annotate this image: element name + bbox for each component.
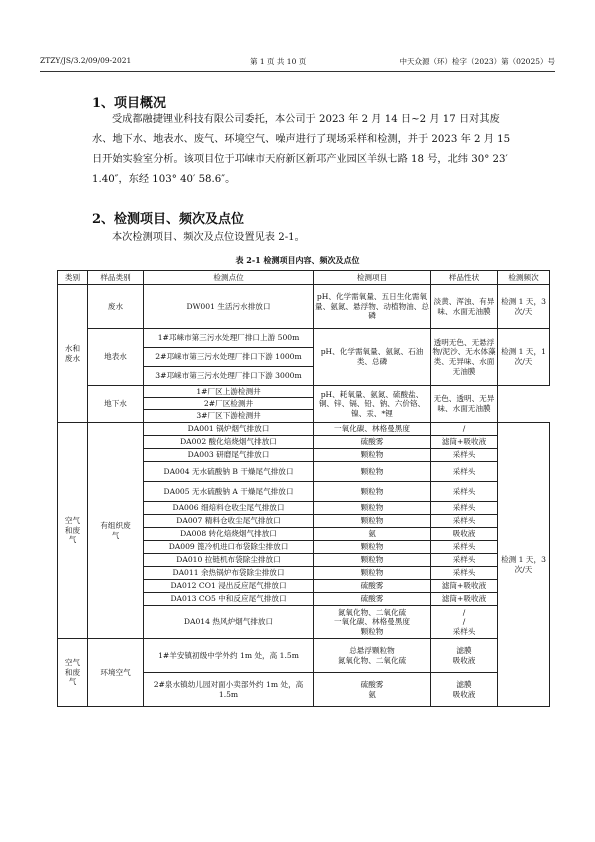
table-cell: DA010 拉链机布袋除尘排放口 [144,554,314,567]
header-sample-state: 样品性状 [431,271,498,285]
table-cell: 滤筒+吸收液 [431,593,498,606]
table-cell: 滤筒+吸收液 [431,436,498,449]
table-cell: 3#厂区下游检测井 [144,410,314,423]
table-cell: DA007 精料仓收尘尾气排放口 [144,515,314,528]
table-cell: DA004 无水硫酸钠 B 干燥尾气排放口 [144,462,314,482]
table-cell: 2#泉水镇幼儿园对面小卖部外约 1m 处，高 1.5m [144,673,314,707]
table-cell: DA013 CO5 中和反应尾气排放口 [144,593,314,606]
table-cell: DA011 余热锅炉布袋除尘排放口 [144,567,314,580]
table-cell: 颗粒物 [314,515,431,528]
section-1-title: 1、项目概况 [92,96,167,111]
table-cell: 检测 1 天，3 次/天 [498,285,550,329]
table-header-row [58,271,550,285]
table-cell: 1#厂区上游检测井 [144,386,314,398]
detection-items-table [57,270,550,707]
table-cell: 空气 和废 气 [58,423,88,639]
table-cell: DA008 转化焙烧烟气排放口 [144,528,314,541]
table-cell: 淡黄、浑浊、有异味、水面无油膜 [431,285,498,329]
table-cell: DA005 无水硫酸钠 A 干燥尾气排放口 [144,482,314,502]
header-items: 检测项目 [314,271,431,285]
table-row [58,639,550,673]
table-cell: 2#厂区检测井 [144,398,314,410]
table-cell: 废水 [88,285,144,329]
table-cell: 有组织废 气 [88,423,144,639]
table-cell: 2#邛崃市第三污水处理厂排口下游 1000m [144,348,314,367]
table-cell: / [431,423,498,436]
table-cell: 氨 [314,528,431,541]
table-cell: 环境空气 [88,639,144,707]
table-body [58,285,550,707]
table-cell: / / 采样头 [431,606,498,639]
document-number: ZTZY/JS/3.2/09/09-2021 [40,56,132,65]
table-cell: DA014 热风炉烟气排放口 [144,606,314,639]
table-cell: 地表水 [88,329,144,386]
report-number: 中天众源（环）检字（2023）第（02025）号 [399,57,555,66]
table-cell: 颗粒物 [314,541,431,554]
table-row [58,285,550,329]
table-cell: 水和 废水 [58,285,88,423]
table-cell: 硫酸雾 [314,580,431,593]
table-cell: 颗粒物 [314,554,431,567]
section-2-title: 2、检测项目、频次及点位 [92,212,245,227]
table-cell: DW001 生活污水排放口 [144,285,314,329]
header-sample-type: 样品类别 [88,271,144,285]
table-cell: 颗粒物 [314,449,431,462]
table-cell: 采样头 [431,541,498,554]
table-cell: 采样头 [431,567,498,580]
table-row [58,423,550,436]
table-cell: 采样头 [431,554,498,567]
section-2-body: 本次检测项目、频次及点位设置见表 2-1。 [112,232,305,243]
page-header [40,56,555,70]
table-cell: 采样头 [431,515,498,528]
table-cell: 颗粒物 [314,482,431,502]
table-cell: 颗粒物 [314,462,431,482]
section-1-body: 受成都融捷锂业科技有限公司委托，本公司于 2023 年 2 月 14 日~2 月 17 日对其废水、地下水、地表水、废气、环境空气、噪声进行了现场采样和检测，并于 2023 年 2 月 15 日开始实验室分析。该项目位于邛崃市天府新区新邛产业园区羊纵七路 18 号，北纬 30° 23′ 1.40″，东经 103° 40′ 58.6″。 [92,114,511,185]
header-frequency: 检测频次 [498,271,550,285]
table-cell: DA001 锅炉烟气排放口 [144,423,314,436]
table-cell: 检测 1 天，3 次/天 [498,423,550,707]
table-cell: 采样头 [431,462,498,482]
table-cell: 总悬浮颗粒物 氮氧化物、二氧化硫 [314,639,431,673]
table-cell: 地下水 [88,386,144,423]
table-cell: DA003 研磨尾气排放口 [144,449,314,462]
table-cell: 检测 1 天，1 次/天 [498,329,550,386]
page-number: 第 1 页 共 10 页 [250,57,307,66]
table-cell: 滤膜 吸收液 [431,673,498,707]
header-rule [40,71,555,72]
table-cell: 空气 和废 气 [58,639,88,707]
table-cell: 吸收液 [431,528,498,541]
table-cell: DA009 篦冷机进口布袋除尘排放口 [144,541,314,554]
table-cell: 氮氧化物、二氧化硫 一氧化碳、林格曼黑度 颗粒物 [314,606,431,639]
table-row [58,386,550,398]
table-cell: 硫酸雾 氨 [314,673,431,707]
table-cell: 滤膜 吸收液 [431,639,498,673]
table-cell: 采样头 [431,502,498,515]
table-caption: 表 2-1 检测项目内容、频次及点位 [235,255,360,265]
table-cell: 1#邛崃市第三污水处理厂排口上游 500m [144,329,314,348]
table-cell: 硫酸雾 [314,593,431,606]
table-cell: pH、化学需氧量、五日生化需氧量、氨氮、悬浮物、动植物油、总磷 [314,285,431,329]
table-cell: pH、耗氧量、氨氮、硫酸盐、铜、锌、镉、铅、钠、六价铬、镍、汞、*锂 [314,386,431,423]
header-category: 类别 [58,271,88,285]
table-cell: 采样头 [431,449,498,462]
table-cell: 透明无色、无悬浮物/泥沙、无水体藻类、无异味、水面无油膜 [431,329,498,386]
table-cell: 采样头 [431,482,498,502]
table-cell: 颗粒物 [314,567,431,580]
table-cell: DA002 酸化焙烧烟气排放口 [144,436,314,449]
table-cell: 硫酸雾 [314,436,431,449]
table-row [58,329,550,348]
table-cell: 1#羊安镇初级中学外约 1m 处，高 1.5m [144,639,314,673]
table-cell: 颗粒物 [314,502,431,515]
header-location: 检测点位 [144,271,314,285]
table-cell: 3#邛崃市第三污水处理厂排口下游 3000m [144,367,314,386]
table-cell: DA012 CO1 浸出反应尾气排放口 [144,580,314,593]
table-cell: 无色、透明、无异味、水面无油膜 [431,386,498,423]
table-cell: 滤筒+吸收液 [431,580,498,593]
table-cell: 一氧化碳、林格曼黑度 [314,423,431,436]
table-cell: pH、化学需氧量、氨氮、石油类、总磷 [314,329,431,386]
table-cell: DA006 细焙料仓收尘尾气排放口 [144,502,314,515]
